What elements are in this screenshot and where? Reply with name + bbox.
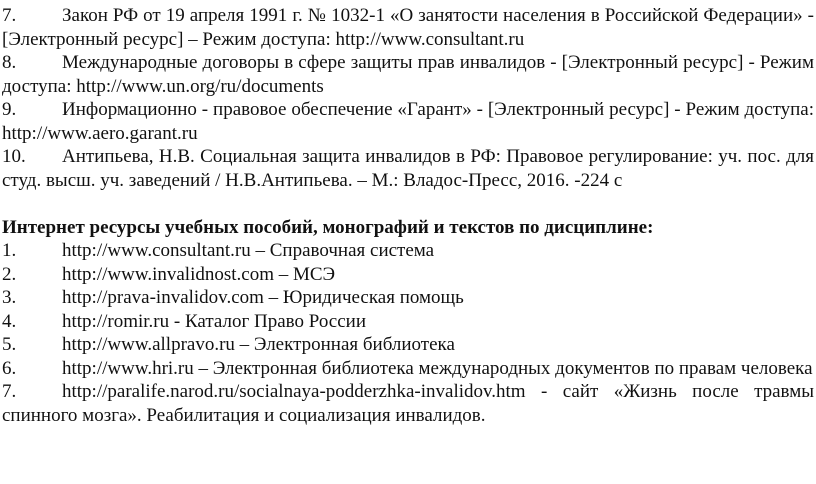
resource-text: http://www.hri.ru – Электронная библиотека международных документов по правам человека (62, 357, 813, 379)
reference-item (2, 145, 814, 192)
reference-text: Информационно - правовое обеспечение «Гарант» - [Электронный ресурс] - Режим доступа: http://www.aero.garant.ru (2, 99, 814, 144)
reference-item (2, 51, 814, 98)
internet-resource-item (2, 239, 814, 263)
reference-text: Антипьева, Н.В. Социальная защита инвалидов в РФ: Правовое регулирование: уч. пос. для студ. высш. уч. заведений / Н.В.Антипьева. – М.: Владос-Пресс, 2016. -224 с (2, 146, 814, 191)
internet-resource-item (2, 357, 814, 381)
document-page (2, 4, 814, 427)
reference-item (2, 98, 814, 145)
resource-text: http://romir.ru - Каталог Право России (62, 310, 366, 332)
reference-text: Международные договоры в сфере защиты прав инвалидов - [Электронный ресурс] - Режим доступа: http://www.un.org/ru/documents (2, 52, 814, 97)
resource-number: 4. (2, 310, 17, 332)
resource-number: 6. (2, 357, 17, 379)
internet-resource-item (2, 380, 814, 427)
blank-line (2, 192, 814, 216)
internet-resource-item (2, 286, 814, 310)
reference-number: 8. (2, 52, 17, 73)
reference-number: 10. (2, 146, 26, 167)
resource-number: 1. (2, 240, 17, 261)
resource-number: 2. (2, 263, 17, 285)
resource-number: 7. (2, 381, 17, 402)
resource-text: http://www.consultant.ru – Справочная система (62, 240, 435, 261)
resource-text: http://paralife.narod.ru/socialnaya-podderzhka-invalidov.htm - сайт «Жизнь после травмы спинного мозга». Реабилитация и социализация инвалидов. (2, 381, 814, 426)
reference-text: Закон РФ от 19 апреля 1991 г. № 1032-1 «О занятости населения в Российской Федерации» - [Электронный ресурс] – Режим доступа: http://www.consultant.ru (2, 5, 814, 50)
resource-text: http://www.allpravo.ru – Электронная библиотека (62, 334, 455, 355)
resource-text: http://www.invalidnost.com – МСЭ (62, 263, 336, 285)
resource-number: 3. (2, 287, 17, 308)
reference-number: 9. (2, 99, 17, 120)
internet-resource-item (2, 333, 814, 357)
internet-resource-list (2, 239, 814, 427)
reference-number: 7. (2, 5, 17, 26)
reference-list (2, 4, 814, 192)
internet-resources-heading: Интернет ресурсы учебных пособий, монографий и текстов по дисциплине: (2, 216, 654, 238)
internet-resource-item (2, 310, 814, 334)
internet-resource-item (2, 263, 814, 287)
resource-number: 5. (2, 334, 17, 355)
reference-item (2, 4, 814, 51)
resource-text: http://prava-invalidov.com – Юридическая помощь (62, 287, 464, 308)
